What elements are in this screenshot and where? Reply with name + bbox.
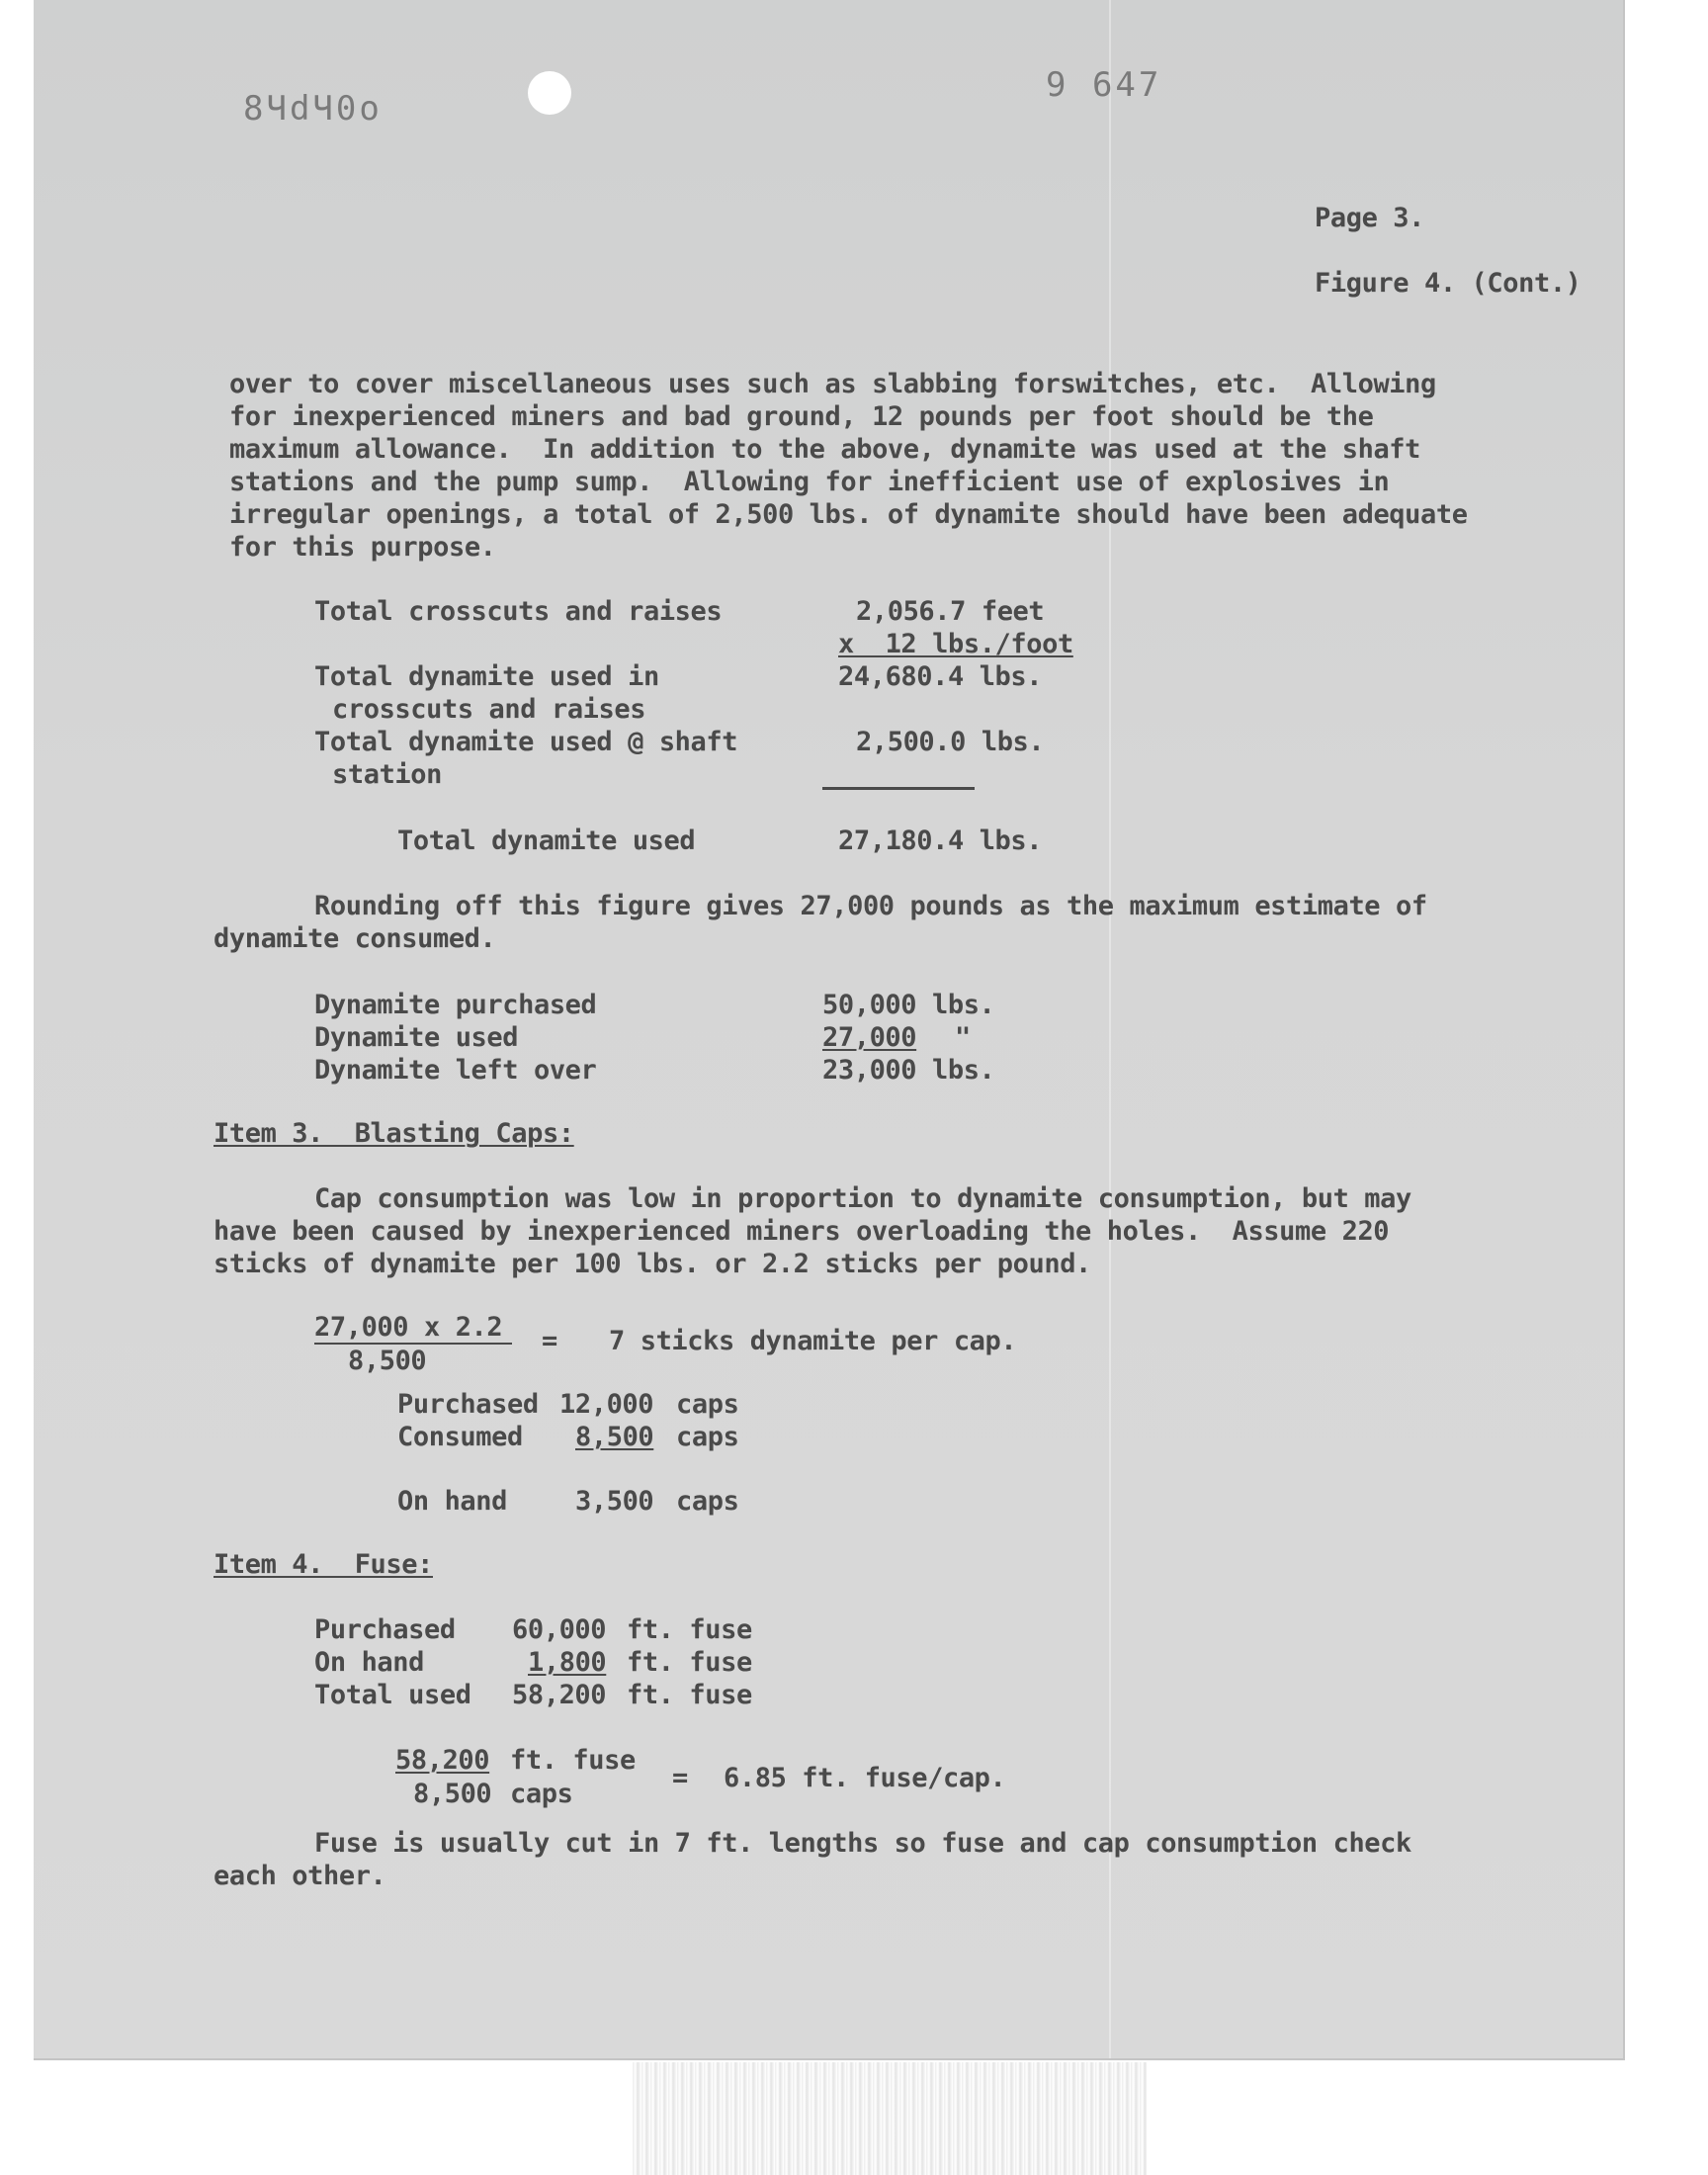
total-dynamite-value: 27,180.4 lbs. — [838, 826, 1043, 856]
dynamite-left-value: 23,000 lbs. — [822, 1055, 995, 1086]
item3-heading: Item 3. Blasting Caps: — [214, 1118, 574, 1149]
fuse-ratio-equals: = — [672, 1763, 688, 1793]
fuse-purchased-unit: ft. fuse — [627, 1614, 752, 1645]
dynamite-purchased-value: 50,000 lbs. — [822, 990, 995, 1020]
item3-line-3: sticks of dynamite per 100 lbs. or 2.2 sticks per pound. — [214, 1249, 1091, 1279]
intro-line-3: maximum allowance. In addition to the above, dynamite was used at the shaft — [229, 434, 1421, 465]
caps-consumed-unit: caps — [676, 1422, 739, 1452]
intro-line-2: for inexperienced miners and bad ground, 12 pounds per foot should be the — [229, 401, 1374, 432]
multiplier-value: x 12 lbs./foot — [838, 629, 1073, 659]
punch-hole — [528, 71, 571, 115]
crosscuts-label: Total crosscuts and raises — [314, 596, 723, 627]
fuse-onhand-unit: ft. fuse — [627, 1647, 752, 1678]
dynamite-shaft-value: 2,500.0 lbs. — [856, 727, 1045, 757]
intro-line-4: stations and the pump sump. Allowing for inefficient use of explosives in — [229, 467, 1390, 497]
page-number: Page 3. — [1315, 203, 1424, 233]
dynamite-crosscuts-label-1: Total dynamite used in — [314, 661, 659, 692]
intro-line-1: over to cover miscellaneous uses such as slabbing forswitches, etc. Allowing — [229, 369, 1436, 399]
fuse-purchased-value: 60,000 — [512, 1614, 607, 1645]
scanner-artifact — [633, 2062, 1147, 2175]
archive-stamp-left: 8ЧdЧ0o — [243, 89, 383, 129]
fuse-onhand-label: On hand — [314, 1647, 424, 1678]
dynamite-used-value: 27,000 — [822, 1022, 917, 1053]
intro-line-6: for this purpose. — [229, 532, 496, 563]
dynamite-used-label: Dynamite used — [314, 1022, 519, 1053]
fuse-ratio-result: 6.85 ft. fuse/cap. — [724, 1763, 1006, 1793]
archive-stamp-right: 9 647 — [1046, 65, 1162, 105]
item3-line-2: have been caused by inexperienced miners overloading the holes. Assume 220 — [214, 1216, 1390, 1247]
figure-label: Figure 4. (Cont.) — [1315, 268, 1581, 299]
fuse-onhand-value: 1,800 — [528, 1647, 607, 1678]
fuse-closing-line-1: Fuse is usually cut in 7 ft. lengths so fuse and cap consumption check — [314, 1828, 1411, 1859]
caps-formula-equals: = — [542, 1326, 557, 1356]
caps-purchased-unit: caps — [676, 1389, 739, 1420]
fuse-ratio-numerator-value: 58,200 — [395, 1745, 490, 1776]
caps-purchased-value: 12,000 — [559, 1389, 654, 1420]
dynamite-used-ditto: " — [955, 1022, 971, 1053]
rounding-line-2: dynamite consumed. — [214, 923, 496, 954]
dynamite-purchased-label: Dynamite purchased — [314, 990, 597, 1020]
dynamite-left-label: Dynamite left over — [314, 1055, 597, 1086]
caps-formula-result: 7 sticks dynamite per cap. — [609, 1326, 1017, 1356]
dynamite-shaft-label-2: station — [332, 759, 442, 790]
caps-formula-denominator: 8,500 — [348, 1346, 427, 1376]
fuse-closing-line-2: each other. — [214, 1861, 386, 1891]
paper-fold — [1109, 0, 1111, 2058]
dynamite-crosscuts-label-2: crosscuts and raises — [332, 694, 646, 725]
caps-onhand-unit: caps — [676, 1486, 739, 1517]
fuse-ratio-denominator-unit: caps — [510, 1779, 573, 1809]
fuse-ratio-denominator-value: 8,500 — [413, 1779, 492, 1809]
caps-consumed-value: 8,500 — [575, 1422, 654, 1452]
fuse-ratio-numerator-unit: ft. fuse — [510, 1745, 636, 1776]
crosscuts-value: 2,056.7 feet — [856, 596, 1045, 627]
fuse-total-value: 58,200 — [512, 1680, 607, 1710]
rounding-line-1: Rounding off this figure gives 27,000 pounds as the maximum estimate of — [314, 891, 1427, 921]
item4-heading: Item 4. Fuse: — [214, 1549, 433, 1580]
caps-onhand-value: 3,500 — [575, 1486, 654, 1517]
caps-onhand-label: On hand — [397, 1486, 507, 1517]
caps-consumed-label: Consumed — [397, 1422, 523, 1452]
intro-line-5: irregular openings, a total of 2,500 lbs. of dynamite should have been adequate — [229, 499, 1468, 530]
caps-purchased-label: Purchased — [397, 1389, 539, 1420]
total-dynamite-label: Total dynamite used — [397, 826, 696, 856]
fuse-purchased-label: Purchased — [314, 1614, 456, 1645]
sum-rule — [822, 787, 975, 790]
fuse-total-unit: ft. fuse — [627, 1680, 752, 1710]
caps-formula-numerator: 27,000 x 2.2 — [314, 1312, 503, 1343]
dynamite-shaft-label-1: Total dynamite used @ shaft — [314, 727, 738, 757]
dynamite-crosscuts-value: 24,680.4 lbs. — [838, 661, 1043, 692]
fuse-total-label: Total used — [314, 1680, 471, 1710]
item3-line-1: Cap consumption was low in proportion to dynamite consumption, but may — [314, 1183, 1411, 1214]
